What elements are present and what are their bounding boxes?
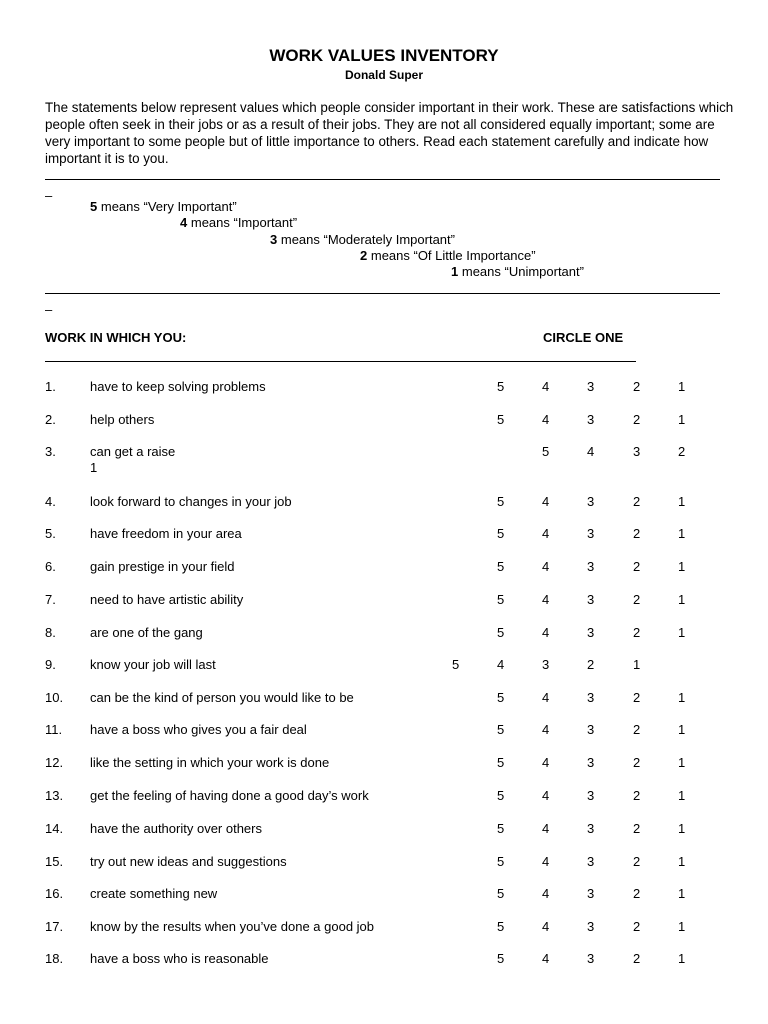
- item-number: 7.: [45, 592, 56, 607]
- rating-option-5[interactable]: 5: [497, 821, 505, 836]
- item-number: 1.: [45, 379, 56, 394]
- scale-line-3: [270, 232, 455, 247]
- item-number: 8.: [45, 625, 56, 640]
- rating-option-3[interactable]: 3: [587, 886, 595, 901]
- item-number: 2.: [45, 412, 56, 427]
- rating-option-5[interactable]: 5: [497, 886, 505, 901]
- item-number: 14.: [45, 821, 64, 836]
- item-statement: look forward to changes in your job: [90, 494, 292, 509]
- rating-option-1[interactable]: 1: [678, 592, 686, 607]
- rating-option-2[interactable]: 2: [633, 412, 641, 427]
- list-item: [0, 919, 768, 939]
- divider-line: [45, 293, 720, 294]
- rating-option-2[interactable]: 2: [633, 951, 641, 966]
- rating-option-3[interactable]: 3: [542, 657, 550, 672]
- list-item: [0, 722, 768, 742]
- rating-option-2[interactable]: 2: [633, 886, 641, 901]
- rating-option-2[interactable]: 2: [633, 379, 641, 394]
- rating-option-1[interactable]: 1: [678, 788, 686, 803]
- rating-option-4[interactable]: 4: [542, 526, 550, 541]
- scale-line-1: [451, 264, 584, 279]
- rating-option-1[interactable]: 1: [678, 559, 686, 574]
- rating-option-5[interactable]: 5: [497, 690, 505, 705]
- rating-option-1[interactable]: 1: [678, 854, 686, 869]
- rating-option-4[interactable]: 4: [542, 379, 550, 394]
- scale-line-2: [360, 248, 536, 263]
- rating-option-1[interactable]: 1: [678, 886, 686, 901]
- rating-option-5[interactable]: 5: [497, 625, 505, 640]
- rating-option-5[interactable]: 5: [452, 657, 460, 672]
- rating-option-2[interactable]: 2: [633, 821, 641, 836]
- item-number: 18.: [45, 951, 64, 966]
- rating-option-2[interactable]: 2: [633, 722, 641, 737]
- rating-option-5[interactable]: 5: [497, 379, 505, 394]
- rating-option-2[interactable]: 2: [633, 625, 641, 640]
- rating-option-2[interactable]: 2: [633, 690, 641, 705]
- item-number: 10.: [45, 690, 64, 705]
- rating-option-5[interactable]: 5: [497, 788, 505, 803]
- rating-option-2[interactable]: 2: [633, 592, 641, 607]
- rating-option-1[interactable]: 1: [678, 412, 686, 427]
- item-statement: can be the kind of person you would like to be: [90, 690, 354, 705]
- rating-option-4[interactable]: 4: [542, 951, 550, 966]
- scale-value: 4: [180, 215, 188, 230]
- item-statement: have freedom in your area: [90, 526, 242, 541]
- rating-option-2[interactable]: 2: [633, 494, 641, 509]
- item-number: 15.: [45, 854, 64, 869]
- scale-value: 2: [360, 248, 368, 263]
- item-statement: like the setting in which your work is done: [90, 755, 330, 770]
- rating-option-4[interactable]: 4: [587, 444, 595, 459]
- list-item: [0, 592, 768, 612]
- item-statement: have the authority over others: [90, 821, 262, 836]
- rating-option-2[interactable]: 2: [587, 657, 595, 672]
- item-statement: help others: [90, 412, 155, 427]
- rating-option-5[interactable]: 5: [497, 559, 505, 574]
- rating-option-3[interactable]: 3: [587, 592, 595, 607]
- rating-option-1[interactable]: 1: [678, 951, 686, 966]
- rating-option-3[interactable]: 3: [587, 412, 595, 427]
- scale-value: 5: [90, 199, 98, 214]
- rating-option-3[interactable]: 3: [587, 379, 595, 394]
- item-number: 11.: [45, 722, 63, 737]
- rating-option-2[interactable]: 2: [633, 919, 641, 934]
- item-number: 13.: [45, 788, 64, 803]
- rating-option-1[interactable]: 1: [678, 526, 686, 541]
- item-statement: have a boss who is reasonable: [90, 951, 269, 966]
- rating-option-5[interactable]: 5: [497, 755, 505, 770]
- rating-option-1[interactable]: 1: [90, 460, 98, 475]
- rating-option-5[interactable]: 5: [497, 412, 505, 427]
- rating-option-3[interactable]: 3: [587, 690, 595, 705]
- rating-option-3[interactable]: 3: [587, 788, 595, 803]
- column-header-circle-one: CIRCLE ONE: [543, 330, 624, 345]
- rating-option-3[interactable]: 3: [587, 526, 595, 541]
- item-statement: are one of the gang: [90, 625, 203, 640]
- list-item: [0, 951, 768, 971]
- rating-option-4[interactable]: 4: [542, 854, 550, 869]
- rating-option-5[interactable]: 5: [497, 854, 505, 869]
- list-item: [0, 625, 768, 645]
- rating-option-1[interactable]: 1: [678, 919, 686, 934]
- rating-option-4[interactable]: 4: [497, 657, 505, 672]
- list-item: [0, 657, 768, 677]
- list-item: [0, 412, 768, 432]
- document-title: WORK VALUES INVENTORY: [269, 46, 499, 65]
- rating-option-2[interactable]: 2: [633, 559, 641, 574]
- scale-label: means “Moderately Important”: [280, 232, 455, 247]
- scale-value: 3: [270, 232, 278, 247]
- list-item: [0, 444, 768, 475]
- rating-option-3[interactable]: 3: [587, 755, 595, 770]
- rating-option-4[interactable]: 4: [542, 919, 550, 934]
- divider-line: [45, 179, 720, 180]
- list-item: [0, 494, 768, 514]
- list-item: [0, 788, 768, 808]
- rating-option-5[interactable]: 5: [542, 444, 550, 459]
- scale-line-4: [180, 215, 297, 230]
- document-author: Donald Super: [344, 68, 423, 82]
- rating-option-3[interactable]: 3: [587, 625, 595, 640]
- rating-option-4[interactable]: 4: [542, 412, 550, 427]
- list-item: [0, 526, 768, 546]
- rating-option-1[interactable]: 1: [678, 755, 686, 770]
- rating-option-4[interactable]: 4: [542, 559, 550, 574]
- rating-option-5[interactable]: 5: [497, 592, 505, 607]
- rating-option-3[interactable]: 3: [633, 444, 641, 459]
- rating-option-3[interactable]: 3: [587, 722, 595, 737]
- rating-option-3[interactable]: 3: [587, 821, 595, 836]
- rating-option-1[interactable]: 1: [678, 379, 686, 394]
- scale-label: means “Very Important”: [100, 199, 237, 214]
- column-header-work: WORK IN WHICH YOU:: [45, 330, 187, 345]
- item-statement: have to keep solving problems: [90, 379, 266, 394]
- rating-option-2[interactable]: 2: [633, 526, 641, 541]
- item-number: 6.: [45, 559, 56, 574]
- rating-option-2[interactable]: 2: [633, 755, 641, 770]
- rating-option-1[interactable]: 1: [678, 494, 686, 509]
- rating-option-3[interactable]: 3: [587, 854, 595, 869]
- item-number: 5.: [45, 526, 56, 541]
- rating-option-3[interactable]: 3: [587, 494, 595, 509]
- item-statement: need to have artistic ability: [90, 592, 244, 607]
- item-statement: can get a raise: [90, 444, 176, 459]
- rating-option-2[interactable]: 2: [633, 788, 641, 803]
- item-number: 3.: [45, 444, 56, 459]
- rating-option-3[interactable]: 3: [587, 919, 595, 934]
- rating-option-4[interactable]: 4: [542, 886, 550, 901]
- item-statement: know by the results when you’ve done a good job: [90, 919, 375, 934]
- item-number: 16.: [45, 886, 64, 901]
- rating-option-5[interactable]: 5: [497, 951, 505, 966]
- item-statement: try out new ideas and suggestions: [90, 854, 287, 869]
- list-item: [0, 559, 768, 579]
- scale-label: means “Unimportant”: [461, 264, 584, 279]
- rating-option-5[interactable]: 5: [497, 526, 505, 541]
- rating-option-4[interactable]: 4: [542, 722, 550, 737]
- item-number: 12.: [45, 755, 64, 770]
- divider-dash: –: [45, 302, 53, 317]
- item-statement: know your job will last: [90, 657, 216, 672]
- rating-option-5[interactable]: 5: [497, 919, 505, 934]
- rating-option-4[interactable]: 4: [542, 821, 550, 836]
- item-statement: gain prestige in your field: [90, 559, 235, 574]
- scale-label: means “Important”: [190, 215, 298, 230]
- rating-option-1[interactable]: 1: [633, 657, 641, 672]
- scale-label: means “Of Little Importance”: [370, 248, 536, 263]
- rating-option-1[interactable]: 1: [678, 690, 686, 705]
- rating-option-4[interactable]: 4: [542, 625, 550, 640]
- rating-option-4[interactable]: 4: [542, 592, 550, 607]
- rating-option-1[interactable]: 1: [678, 821, 686, 836]
- rating-option-2[interactable]: 2: [633, 854, 641, 869]
- list-item: [0, 379, 768, 399]
- rating-option-1[interactable]: 1: [678, 625, 686, 640]
- list-item: [0, 690, 768, 710]
- rating-option-1[interactable]: 1: [678, 722, 686, 737]
- item-number: 17.: [45, 919, 64, 934]
- rating-option-3[interactable]: 3: [587, 559, 595, 574]
- divider-dash: –: [45, 188, 53, 203]
- list-item: [0, 755, 768, 775]
- list-item: [0, 886, 768, 906]
- header-underline: [45, 361, 636, 362]
- item-statement: create something new: [90, 886, 218, 901]
- rating-option-4[interactable]: 4: [542, 755, 550, 770]
- rating-option-4[interactable]: 4: [542, 494, 550, 509]
- rating-option-4[interactable]: 4: [542, 788, 550, 803]
- item-statement: have a boss who gives you a fair deal: [90, 722, 307, 737]
- list-item: [0, 821, 768, 841]
- item-number: 9.: [45, 657, 56, 672]
- list-item: [0, 854, 768, 874]
- item-statement: get the feeling of having done a good day’s work: [90, 788, 369, 803]
- scale-line-5: [90, 199, 237, 214]
- scale-value: 1: [451, 264, 459, 279]
- intro-paragraph: The statements below represent values which people consider important in their work. These are satisfactions which people often seek in their jobs or as a result of their jobs. They are not all considered equally important; some are very important to some people but of little importance to others. Read each statement carefully and indicate how important it is to you.: [45, 100, 734, 166]
- rating-option-5[interactable]: 5: [497, 722, 505, 737]
- item-number: 4.: [45, 494, 56, 509]
- rating-option-4[interactable]: 4: [542, 690, 550, 705]
- rating-option-3[interactable]: 3: [587, 951, 595, 966]
- rating-option-2[interactable]: 2: [678, 444, 686, 459]
- rating-option-5[interactable]: 5: [497, 494, 505, 509]
